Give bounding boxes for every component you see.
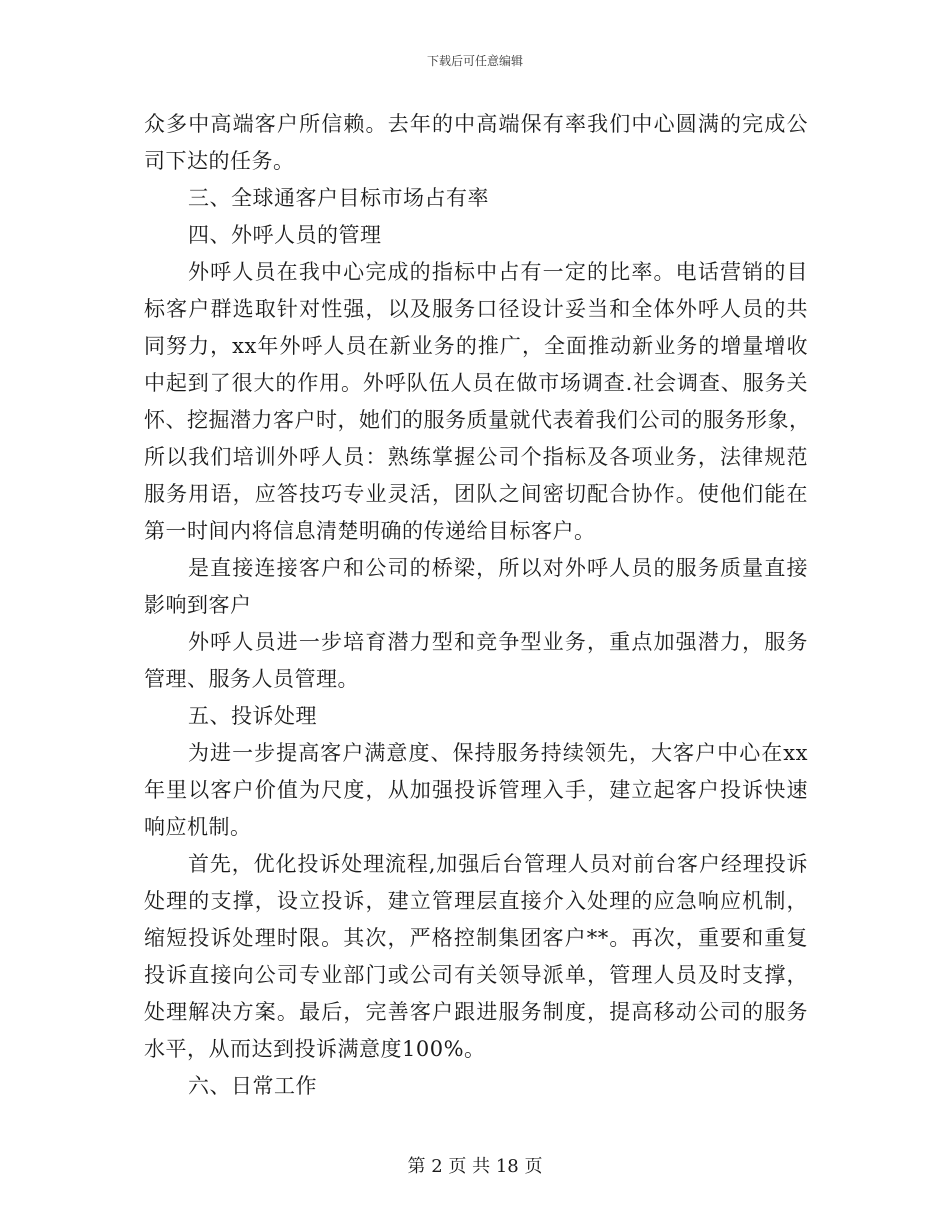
section-heading: 三、全球通客户目标市场占有率 <box>188 186 489 210</box>
body-line: 响应机制。 <box>144 815 252 839</box>
section-heading: 五、投诉处理 <box>188 704 317 728</box>
body-line: 首先，优化投诉处理流程,加强后台管理人员对前台客户经理投诉 <box>188 852 808 876</box>
body-line: 司下达的任务。 <box>144 149 295 173</box>
section-heading: 六、日常工作 <box>188 1074 317 1098</box>
body-line: 外呼人员进一步培育潜力型和竞争型业务，重点加强潜力，服务 <box>188 630 808 654</box>
body-line: 怀、挖掘潜力客户时，她们的服务质量就代表着我们公司的服务形象， <box>144 408 811 432</box>
body-line: 服务用语，应答技巧专业灵活，团队之间密切配合协作。使他们能在 <box>144 482 808 506</box>
body-line: 处理解决方案。最后，完善客户跟进服务制度，提高移动公司的服务 <box>144 1000 808 1024</box>
body-line: 第一时间内将信息清楚明确的传递给目标客户。 <box>144 519 596 543</box>
body-line: 年里以客户价值为尺度，从加强投诉管理入手，建立起客户投诉快速 <box>144 778 808 802</box>
body-line: 投诉直接向公司专业部门或公司有关领导派单，管理人员及时支撑， <box>144 963 808 987</box>
body-line: 缩短投诉处理时限。其次，严格控制集团客户**。再次，重要和重复 <box>144 926 808 950</box>
body-line: 影响到客户 <box>144 593 252 617</box>
body-line: 标客户群选取针对性强，以及服务口径设计妥当和全体外呼人员的共 <box>144 297 808 321</box>
body-line: 是直接连接客户和公司的桥梁，所以对外呼人员的服务质量直接 <box>188 556 808 580</box>
body-line: 为进一步提高客户满意度、保持服务持续领先，大客户中心在xx <box>188 741 808 765</box>
body-line: 同努力，xx年外呼人员在新业务的推广，全面推动新业务的增量增收 <box>144 334 808 358</box>
body-line: 中起到了很大的作用。外呼队伍人员在做市场调查.社会调查、服务关 <box>144 371 808 395</box>
body-line: 众多中高端客户所信赖。去年的中高端保有率我们中心圆满的完成公 <box>144 112 808 136</box>
body-line: 水平，从而达到投诉满意度100%。 <box>144 1037 486 1061</box>
body-line: 所以我们培训外呼人员：熟练掌握公司个指标及各项业务，法律规范 <box>144 445 808 469</box>
section-heading: 四、外呼人员的管理 <box>188 223 382 247</box>
body-line: 管理、服务人员管理。 <box>144 667 359 691</box>
page-header: 下载后可任意编辑 <box>426 54 523 68</box>
document-body <box>144 106 811 1105</box>
body-line: 处理的支撑，设立投诉，建立管理层直接介入处理的应急响应机制， <box>144 889 808 913</box>
page-footer: 第 2 页 共 18 页 <box>407 1156 543 1177</box>
body-line: 外呼人员在我中心完成的指标中占有一定的比率。电话营销的目 <box>188 260 808 284</box>
